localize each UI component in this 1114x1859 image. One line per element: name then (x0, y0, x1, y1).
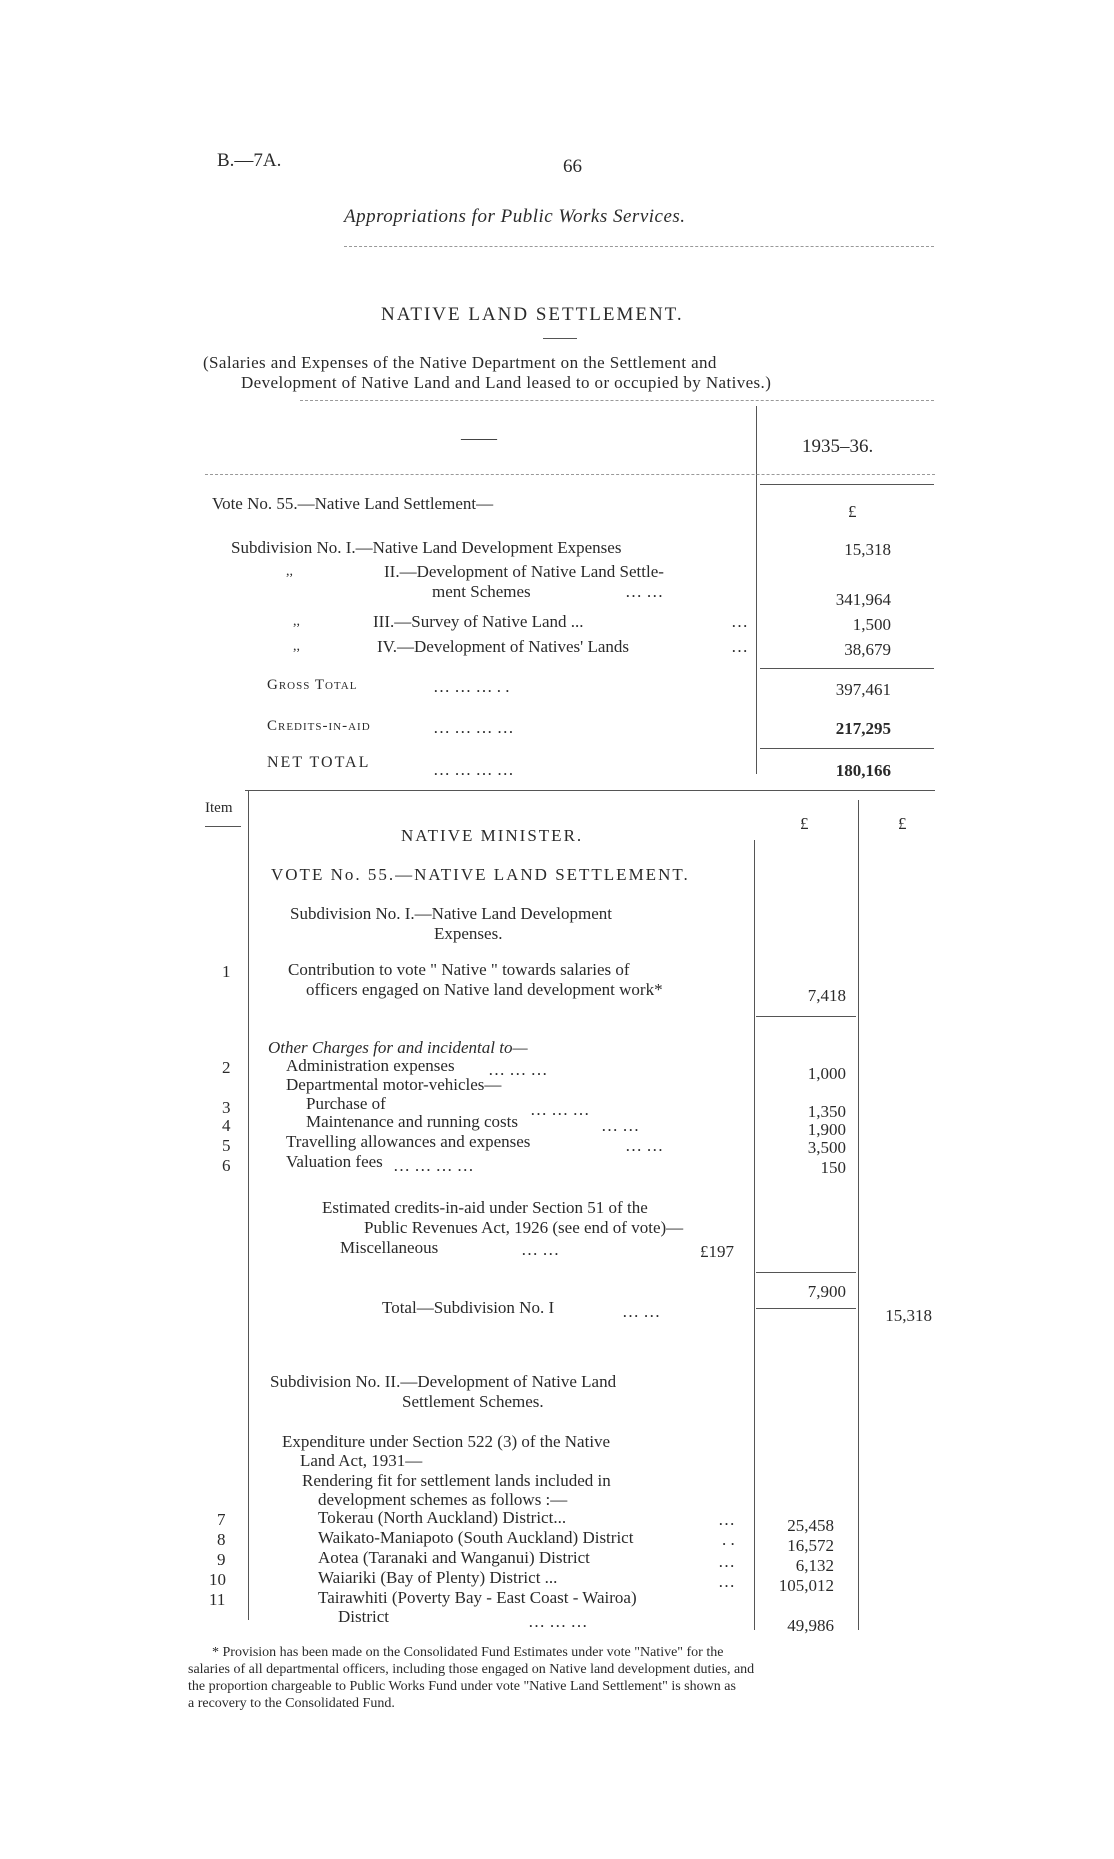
net-total-rule (760, 748, 934, 749)
item-7-number: 7 (217, 1510, 226, 1529)
item-5-value: 3,500 (807, 1138, 846, 1157)
summary-row-2-value: 341,964 (835, 590, 891, 609)
item-10-label: Waiariki (Bay of Plenty) District ... (318, 1568, 558, 1587)
item-4-label: Maintenance and running costs (306, 1112, 518, 1131)
item-3-label: Purchase of (306, 1094, 386, 1113)
credits-in-aid-label: Credits-in-aid (267, 718, 371, 734)
item-4-number: 4 (222, 1116, 231, 1135)
detail-currency-col2: £ (898, 814, 907, 833)
summary-row-1-label: Subdivision No. I.—Native Land Development Expenses (231, 538, 622, 557)
credits-in-aid-leader: … … … … (433, 718, 514, 737)
summary-year: 1935–36. (802, 436, 874, 457)
credits-in-aid-value: 217,295 (835, 719, 891, 738)
detail-column-divider-1 (754, 840, 755, 1630)
gross-total-value: 397,461 (835, 680, 891, 699)
item-11-leader: … … … (528, 1612, 588, 1631)
credits-note-line-3-label: Miscellaneous (340, 1238, 439, 1257)
item-5-leader: … … (625, 1136, 664, 1155)
item-5-label: Travelling allowances and expenses (286, 1132, 531, 1151)
summary-row-4-label: IV.—Development of Natives' Lands (377, 637, 630, 656)
credits-note-line-3-value: £197 (700, 1242, 734, 1261)
gross-total-label: Gross Total (267, 677, 358, 693)
item-3-number: 3 (222, 1098, 231, 1117)
summary-currency: £ (848, 502, 857, 521)
summary-bottom-rule (245, 790, 935, 791)
other-charges-heading: Other Charges for and incidental to— (268, 1038, 528, 1057)
section-subtitle-1: (Salaries and Expenses of the Native Department on the Settlement and (203, 353, 717, 372)
credits-note-line-2: Public Revenues Act, 1926 (see end of vote)— (364, 1218, 684, 1237)
summary-header-rule (205, 474, 935, 475)
item-8-number: 8 (217, 1530, 226, 1549)
net-total-label: NET TOTAL (267, 754, 371, 771)
item-8-value: 16,572 (787, 1536, 834, 1555)
item-6-number: 6 (222, 1156, 231, 1175)
rendering-line-1: Rendering fit for settlement lands included in (302, 1471, 611, 1490)
detail-column-divider-2 (858, 800, 859, 1630)
subtotal-rule-top (756, 1272, 856, 1273)
gross-total-rule (760, 668, 934, 669)
item-2-leader: … … … (488, 1060, 548, 1079)
subdivision-2-line-2: Settlement Schemes. (402, 1392, 544, 1411)
page-reference: B.—7A. (217, 150, 282, 171)
summary-row-4-value: 38,679 (844, 640, 891, 659)
net-total-leader: … … … … (433, 760, 514, 779)
item-8-label: Waikato-Maniapoto (South Auckland) District (318, 1528, 634, 1547)
item-1-number: 1 (222, 962, 231, 981)
total-subdivision-1-value: 15,318 (885, 1306, 932, 1325)
item-4-value: 1,900 (807, 1120, 846, 1139)
gross-total-leader: … … … . . (433, 677, 510, 696)
summary-row-3-label: III.—Survey of Native Land ... (373, 612, 584, 631)
item-11-value: 49,986 (787, 1616, 834, 1635)
item-4-leader: … … (601, 1116, 640, 1135)
summary-row-3-prefix: ,, (293, 614, 300, 629)
item-3-value: 1,350 (807, 1102, 846, 1121)
subtitle-rule (300, 400, 934, 401)
detail-currency-col1: £ (800, 814, 809, 833)
net-total-value: 180,166 (835, 761, 891, 780)
summary-row-3-value: 1,500 (852, 615, 891, 634)
summary-row-2-leader: … … (625, 582, 664, 601)
item-10-leader: … (718, 1572, 735, 1591)
subdivision-1-subtotal: 7,900 (807, 1282, 846, 1301)
item-1-value: 7,418 (807, 986, 846, 1005)
item-11-label-2: District (338, 1607, 389, 1626)
item-1-line-1: Contribution to vote " Native " towards salaries of (288, 960, 630, 979)
footnote-line-1: * Provision has been made on the Consolidated Fund Estimates under vote "Native" for the (212, 1645, 724, 1660)
subdivision-1-line-1: Subdivision No. I.—Native Land Development (290, 904, 613, 923)
item-9-label: Aotea (Taranaki and Wanganui) District (318, 1548, 590, 1567)
rendering-line-2: development schemes as follows :— (318, 1490, 568, 1509)
summary-row-2-label-2: ment Schemes (432, 582, 531, 601)
item-2-label: Administration expenses (286, 1056, 455, 1075)
expenditure-line-2: Land Act, 1931— (300, 1451, 423, 1470)
header-rule (344, 246, 934, 247)
motor-vehicles-heading: Departmental motor-vehicles— (286, 1075, 502, 1094)
subtotal-rule-bottom (756, 1308, 856, 1309)
item-5-number: 5 (222, 1136, 231, 1155)
credits-note-line-3-leader: … … (521, 1240, 560, 1259)
title-rule (543, 338, 577, 339)
summary-row-3-leader: … (731, 612, 748, 631)
summary-vote-heading: Vote No. 55.—Native Land Settlement— (212, 494, 494, 513)
subdivision-2-line-1: Subdivision No. II.—Development of Native Land (270, 1372, 617, 1391)
item-column-header: Item (205, 800, 233, 816)
subdivision-1-line-2: Expenses. (434, 924, 503, 943)
summary-header-rule-2 (760, 484, 934, 485)
credits-note-line-1: Estimated credits-in-aid under Section 51 of the (322, 1198, 648, 1217)
item-7-leader: … (718, 1510, 735, 1529)
summary-row-2-prefix: ,, (286, 564, 293, 579)
running-title: Appropriations for Public Works Services. (344, 206, 686, 227)
item-1-rule (756, 1016, 856, 1017)
item-2-value: 1,000 (807, 1064, 846, 1083)
section-subtitle-2: Development of Native Land and Land leased to or occupied by Natives.) (241, 373, 772, 392)
footnote-line-3: the proportion chargeable to Public Works Fund under vote "Native Land Settlement" is shown as (188, 1679, 736, 1694)
summary-row-2-label-1: II.—Development of Native Land Settle- (384, 562, 664, 581)
item-6-leader: … … … … (393, 1156, 474, 1175)
detail-vote-heading: VOTE No. 55.—NATIVE LAND SETTLEMENT. (271, 865, 690, 884)
item-9-number: 9 (217, 1550, 226, 1569)
item-6-value: 150 (820, 1158, 846, 1177)
item-10-value: 105,012 (778, 1576, 834, 1595)
summary-row-4-leader: … (731, 637, 748, 656)
native-minister-heading: NATIVE MINISTER. (401, 826, 584, 845)
item-9-value: 6,132 (795, 1556, 834, 1575)
expenditure-line-1: Expenditure under Section 522 (3) of the Native (282, 1432, 611, 1451)
item-9-leader: … (718, 1552, 735, 1571)
item-column-divider (248, 790, 249, 1620)
item-11-number: 11 (209, 1590, 226, 1609)
item-1-line-2: officers engaged on Native land development work* (306, 980, 663, 999)
summary-column-divider (756, 406, 757, 774)
item-7-value: 25,458 (787, 1516, 834, 1535)
item-11-label: Tairawhiti (Poverty Bay - East Coast - Wairoa) (318, 1588, 637, 1607)
item-10-number: 10 (209, 1570, 226, 1589)
total-subdivision-1-label: Total—Subdivision No. I (382, 1298, 555, 1317)
footnote-line-4: a recovery to the Consolidated Fund. (188, 1696, 395, 1711)
summary-row-1-value: 15,318 (844, 540, 891, 559)
total-subdivision-1-leader: … … (622, 1302, 661, 1321)
item-6-label: Valuation fees (286, 1152, 383, 1171)
summary-dash: —— (461, 428, 497, 448)
footnote-line-2: salaries of all departmental officers, including those engaged on Native land development duties, and (188, 1662, 755, 1677)
item-2-number: 2 (222, 1058, 231, 1077)
item-7-label: Tokerau (North Auckland) District... (318, 1508, 567, 1527)
item-header-rule (205, 826, 241, 827)
item-8-leader: . . (722, 1530, 735, 1549)
summary-row-4-prefix: ,, (293, 639, 300, 654)
page-number: 66 (563, 156, 582, 177)
item-3-leader: … … … (530, 1100, 590, 1119)
section-title: NATIVE LAND SETTLEMENT. (381, 304, 684, 325)
